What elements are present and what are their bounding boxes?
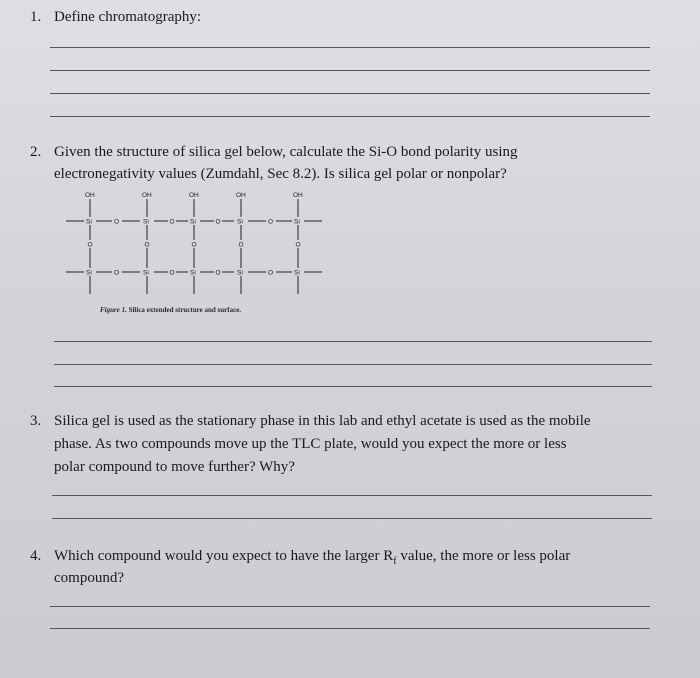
question-3-line-3: polar compound to move further? Why? (54, 459, 295, 475)
answer-line-2b (54, 364, 652, 365)
si-label: Si (143, 218, 149, 226)
si-label: Si (237, 218, 243, 226)
o-label: O (215, 269, 221, 277)
si-label: Si (143, 269, 149, 277)
answer-line-4b (50, 628, 650, 629)
si-label: Si (294, 218, 300, 226)
question-4-line-1 (54, 545, 570, 573)
o-label: O (114, 218, 120, 226)
answer-line-1b (50, 70, 650, 71)
o-label: O (238, 241, 244, 249)
question-3-line-1: Silica gel is used as the stationary phase in this lab and ethyl acetate is used as the mobile (54, 413, 591, 429)
question-4-line-1-start: Which compound would you expect to have the larger R (54, 548, 394, 564)
si-label: Si (86, 218, 92, 226)
question-2-line-1: Given the structure of silica gel below, calculate the Si-O bond polarity using (54, 144, 518, 160)
o-label: O (268, 218, 274, 226)
si-label: Si (294, 269, 300, 277)
o-label: O (215, 218, 221, 226)
o-label: O (191, 241, 197, 249)
question-2-line-2: electronegativity values (Zumdahl, Sec 8.2). Is silica gel polar or nonpolar? (54, 166, 507, 182)
o-label: O (144, 241, 150, 249)
question-3-line-2: phase. As two compounds move up the TLC plate, would you expect the more or less (54, 436, 567, 452)
o-label: O (87, 241, 93, 249)
answer-line-3b (52, 518, 652, 519)
oh-label: OH (236, 192, 246, 199)
answer-line-1d (50, 116, 650, 117)
si-label: Si (190, 269, 196, 277)
answer-line-2c (54, 386, 652, 387)
oh-label: OH (142, 192, 152, 199)
o-label: O (295, 241, 301, 249)
rf-subscript: f (393, 556, 397, 567)
question-1-text: Define chromatography: (54, 9, 202, 25)
oh-label: OH (189, 192, 199, 199)
answer-line-4a (50, 606, 650, 607)
figure-caption-label: Figure 1. (100, 306, 127, 314)
o-label: O (114, 269, 120, 277)
o-label: O (169, 269, 175, 277)
answer-line-2a (54, 341, 652, 342)
question-3-number: 3. (30, 413, 42, 429)
si-label: Si (190, 218, 196, 226)
answer-line-3a (52, 495, 652, 496)
question-4-number: 4. (30, 548, 42, 564)
answer-line-1c (50, 93, 650, 94)
silica-structure-diagram (58, 190, 338, 302)
oh-label: OH (85, 192, 95, 199)
oh-label: OH (293, 192, 303, 199)
question-1-number: 1. (30, 9, 42, 25)
si-label: Si (86, 269, 92, 277)
question-4-line-1-end: value, the more or less polar (396, 548, 571, 564)
question-2-number: 2. (30, 144, 42, 160)
figure-caption (100, 306, 241, 314)
si-label: Si (237, 269, 243, 277)
question-4-line-2: compound? (54, 570, 124, 586)
o-label: O (169, 218, 175, 226)
answer-line-1a (50, 47, 650, 48)
o-label: O (268, 269, 274, 277)
figure-caption-text: Silica extended structure and surface. (126, 306, 242, 314)
